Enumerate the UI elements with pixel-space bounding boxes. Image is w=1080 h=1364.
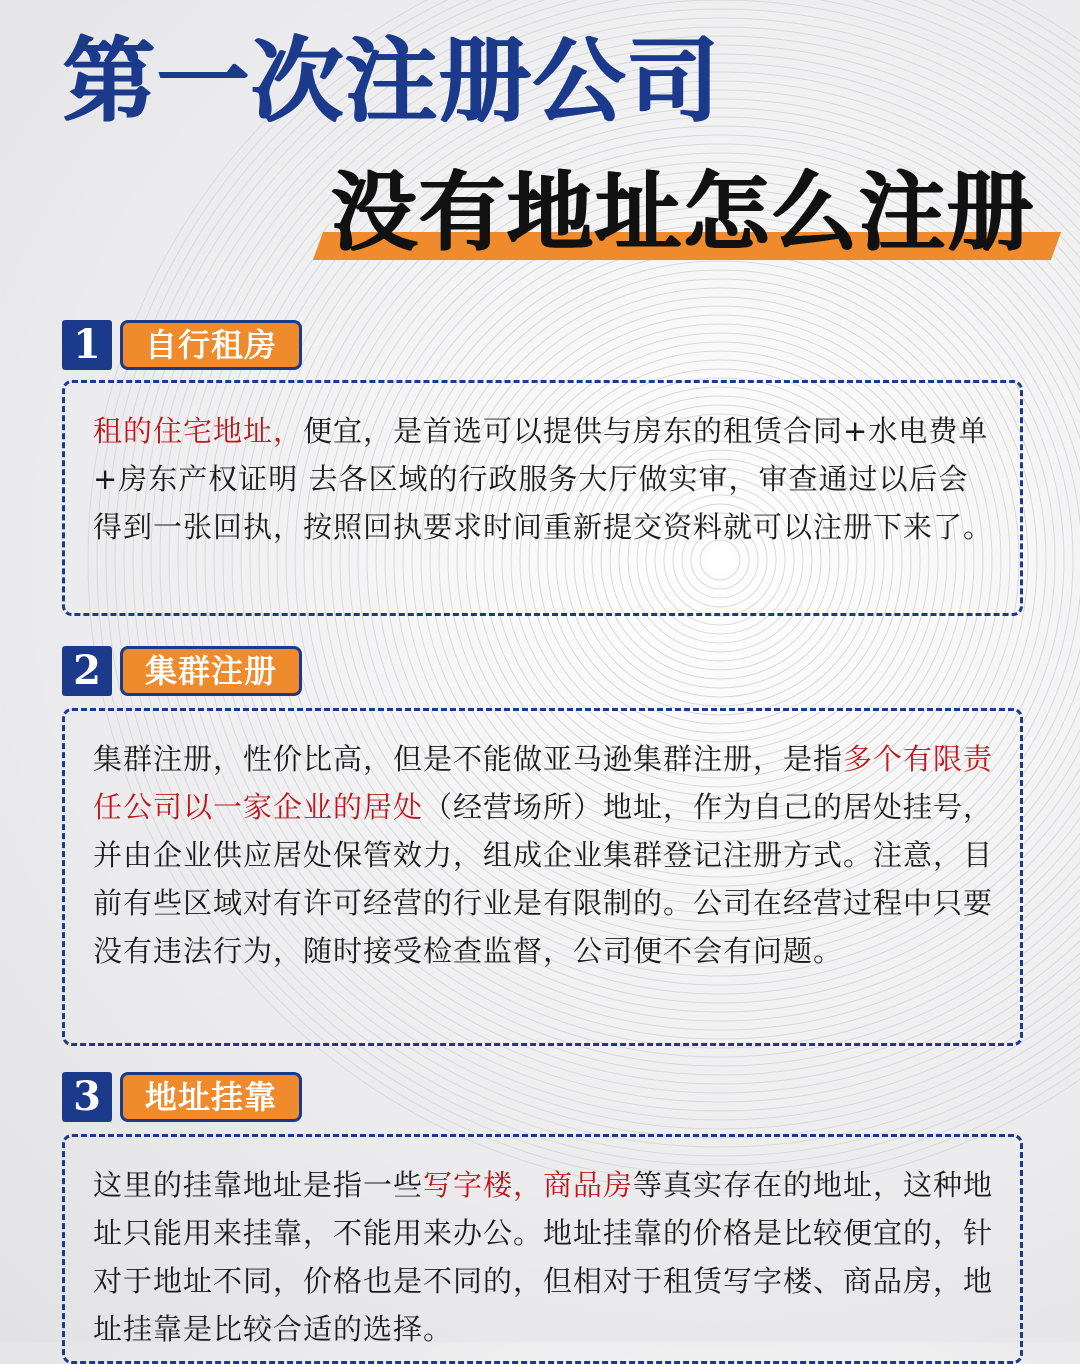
body-text: 集群注册，性价比高，但是不能做亚马逊集群注册，是指 xyxy=(93,742,844,776)
section-2-body xyxy=(93,735,996,975)
section-1-body xyxy=(93,407,996,551)
highlight-text: 多个有限责任公司以一家企业的居处 xyxy=(93,742,994,824)
body-text: 便宜，是首选可以提供与房东的租赁合同+水电费单+房东产权证明 去各区域的行政服务大厅做实审，审查通过以后会得到一张回执，按照回执要求时间重新提交资料就可以注册下来了。 xyxy=(93,414,994,544)
section-3-body xyxy=(93,1161,996,1353)
section-label: 集群注册 xyxy=(120,646,302,696)
body-text: 等真实存在的地址，这种地址只能用来挂靠，不能用来办公。地址挂靠的价格是比较便宜的，针对于地址不同，价格也是不同的，但相对于租赁写字楼、商品房，地址挂靠是比较合适的选择。 xyxy=(93,1168,994,1346)
section-3-card xyxy=(62,1134,1023,1364)
section-number-badge: 1 xyxy=(62,320,112,370)
highlight-text: 写字楼，商品房 xyxy=(423,1168,634,1202)
section-label: 地址挂靠 xyxy=(120,1072,302,1122)
page-title: 第一次注册公司 xyxy=(62,28,721,135)
section-label: 自行租房 xyxy=(120,320,302,370)
section-number-badge: 3 xyxy=(62,1072,112,1122)
highlight-text: 租的住宅地址， xyxy=(93,414,304,448)
body-text: （经营场所）地址，作为自己的居处挂号，并由企业供应居处保管效力，组成企业集群登记注册方式。注意，目前有些区域对有许可经营的行业是有限制的。公司在经营过程中只要没有违法行为，随时接受检查监督，公司便不会有问题。 xyxy=(93,790,994,968)
body-text: 这里的挂靠地址是指一些 xyxy=(93,1168,424,1202)
section-number-badge: 2 xyxy=(62,646,112,696)
section-1-card xyxy=(62,380,1023,616)
section-2-card xyxy=(62,708,1023,1046)
page-subtitle: 没有地址怎么注册 xyxy=(330,163,1034,263)
subtitle-block xyxy=(318,158,1058,268)
